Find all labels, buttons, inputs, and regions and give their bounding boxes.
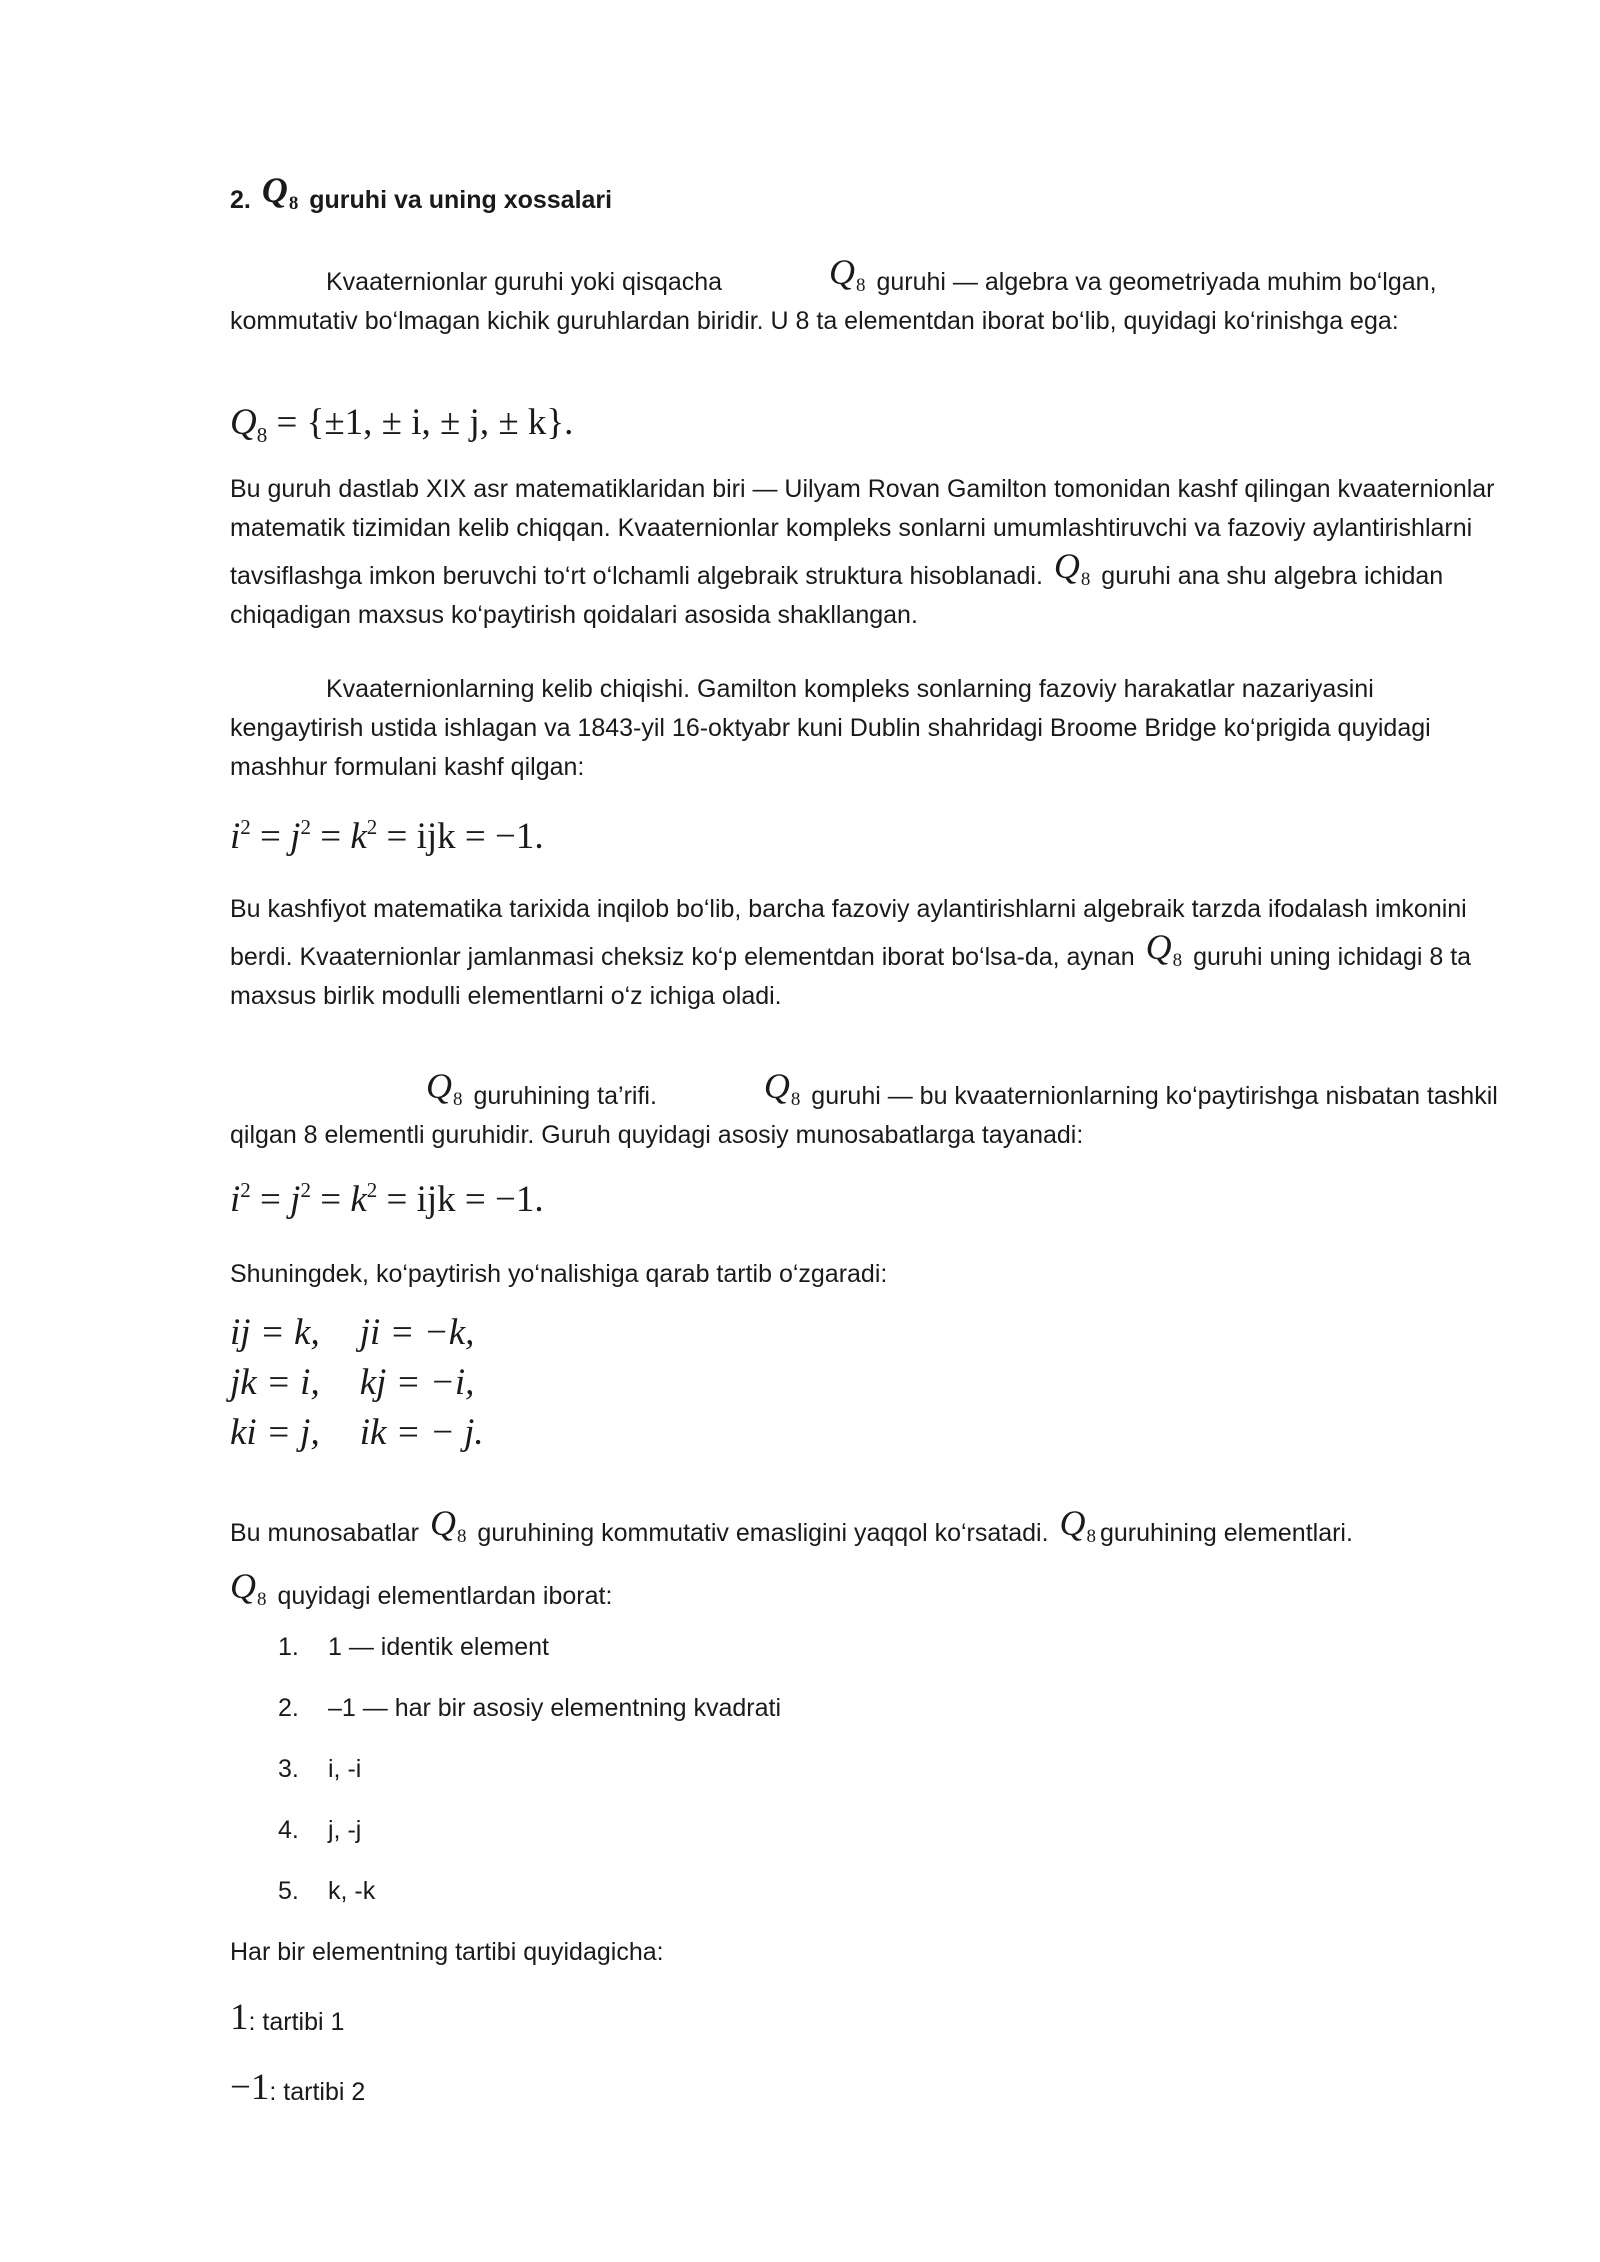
relation-row: ki = j, ik = − j. xyxy=(230,1412,484,1453)
q8-symbol: $Q_8$ xyxy=(1053,546,1091,590)
list-item: 3. i, -i xyxy=(278,1755,362,1783)
q8-symbol: $Q_8$ xyxy=(1145,927,1183,971)
section-heading xyxy=(230,172,1500,220)
paragraph-definition: $Q_8$ guruhining ta’rifi. $Q_8$ guruhi — bu kvaaternionlarning ko‘paytirishga nisbatan tashkil qilgan 8 elementli guruhidir. Guruh quyidagi asosiy munosabatlarga tayanadi: xyxy=(230,1066,1498,1149)
order-line: −1: tartibi 2 xyxy=(230,2067,366,2108)
paragraph-noncommutative: Bu munosabatlar $Q_8$ guruhining kommutativ emasligini yaqqol ko‘rsatadi. $Q_8$ guruhining elementlari. xyxy=(230,1503,1353,1547)
q8-symbol: $Q_8$ xyxy=(1059,1503,1096,1547)
paragraph-elements-intro: $Q_8$ quyidagi elementlardan iborat: xyxy=(230,1566,613,1610)
paragraph-intro: Kvaaternionlar guruhi yoki qisqacha $Q_8$ guruhi — algebra va geometriyada muhim bo‘lgan, kommutativ bo‘lmagan kichik guruhlardan biridir. U 8 ta elementdan iborat bo‘lib, quyidagi ko‘rinishga ega: xyxy=(230,252,1437,335)
formula-hamilton-repeat: $i^2 = j^2 = k^2$ = ijk = −1. xyxy=(230,1178,544,1220)
list-item: 2. –1 — har bir asosiy elementning kvadrati xyxy=(278,1694,782,1722)
q8-symbol: $Q_8$ xyxy=(829,252,866,296)
order-line: 1: tartibi 1 xyxy=(230,1997,345,2038)
formula-relations xyxy=(230,1308,1500,1458)
q8-symbol: $Q_8$ xyxy=(230,1566,267,1610)
formula-group-set: $Q_8 = \{\pm 1$, ± i, ± j, ± k}. xyxy=(230,402,574,447)
q8-symbol: $Q_8$ xyxy=(261,170,299,214)
paragraph-history: Bu guruh dastlab XIX asr matematiklaridan biri — Uilyam Rovan Gamilton tomonidan kashf qilingan kvaaternionlar matematik tizimidan kelib chiqqan. Kvaaternionlar kompleks sonlarni umumlashtiruvchi va fazoviy aylantirishlarni tavsiflashga imkon beruvchi to‘rt o‘lchamli algebraik struktura hisoblanadi. $Q_8$ guruhi ana shu algebra ichidan chiqadigan maxsus ko‘paytirish qoidalari asosida shakllangan. xyxy=(230,475,1495,629)
q8-symbol: $Q_8$ xyxy=(426,1066,463,1110)
relation-row: jk = i, kj = −i, xyxy=(230,1362,475,1403)
list-item: 4. j, -j xyxy=(278,1816,362,1844)
paragraph-origin: Kvaaternionlarning kelib chiqishi. Gamilton kompleks sonlarning fazoviy harakatlar nazariyasini kengaytirish ustida ishlagan va 1843-yil 16-oktyabr kuni Dublin shahridagi Broome Bridge ko‘prigida quyidagi mashhur formulani kashf qilgan: xyxy=(230,675,1431,781)
list-item: 1. 1 — identik element xyxy=(278,1633,549,1661)
paragraph-order-change: Shuningdek, ko‘paytirish yo‘nalishiga qarab tartib o‘zgaradi: xyxy=(230,1260,888,1288)
q8-symbol: $Q_8$ xyxy=(763,1066,801,1110)
formula-hamilton: $i^2 = j^2 = k^2$ = ijk = −1. xyxy=(230,815,544,857)
section-title: guruhi va uning xossalari xyxy=(309,186,613,214)
list-item: 5. k, -k xyxy=(278,1877,376,1905)
paragraph-orders-intro: Har bir elementning tartibi quyidagicha: xyxy=(230,1938,664,1966)
section-number: 2. xyxy=(230,186,251,214)
paragraph-discovery: Bu kashfiyot matematika tarixida inqilob bo‘lib, barcha fazoviy aylantirishlarni algebraik tarzda ifodalash imkonini berdi. Kvaaternionlar jamlanmasi cheksiz ko‘p elementdan iborat bo‘lsa-da, aynan $Q_8$ guruhi uning ichidagi 8 ta maxsus birlik modulli elementlarni o‘z ichiga oladi. xyxy=(230,895,1472,1010)
q8-symbol: $Q_8$ xyxy=(429,1503,467,1547)
relation-row: ij = k, ji = −k, xyxy=(230,1312,475,1353)
